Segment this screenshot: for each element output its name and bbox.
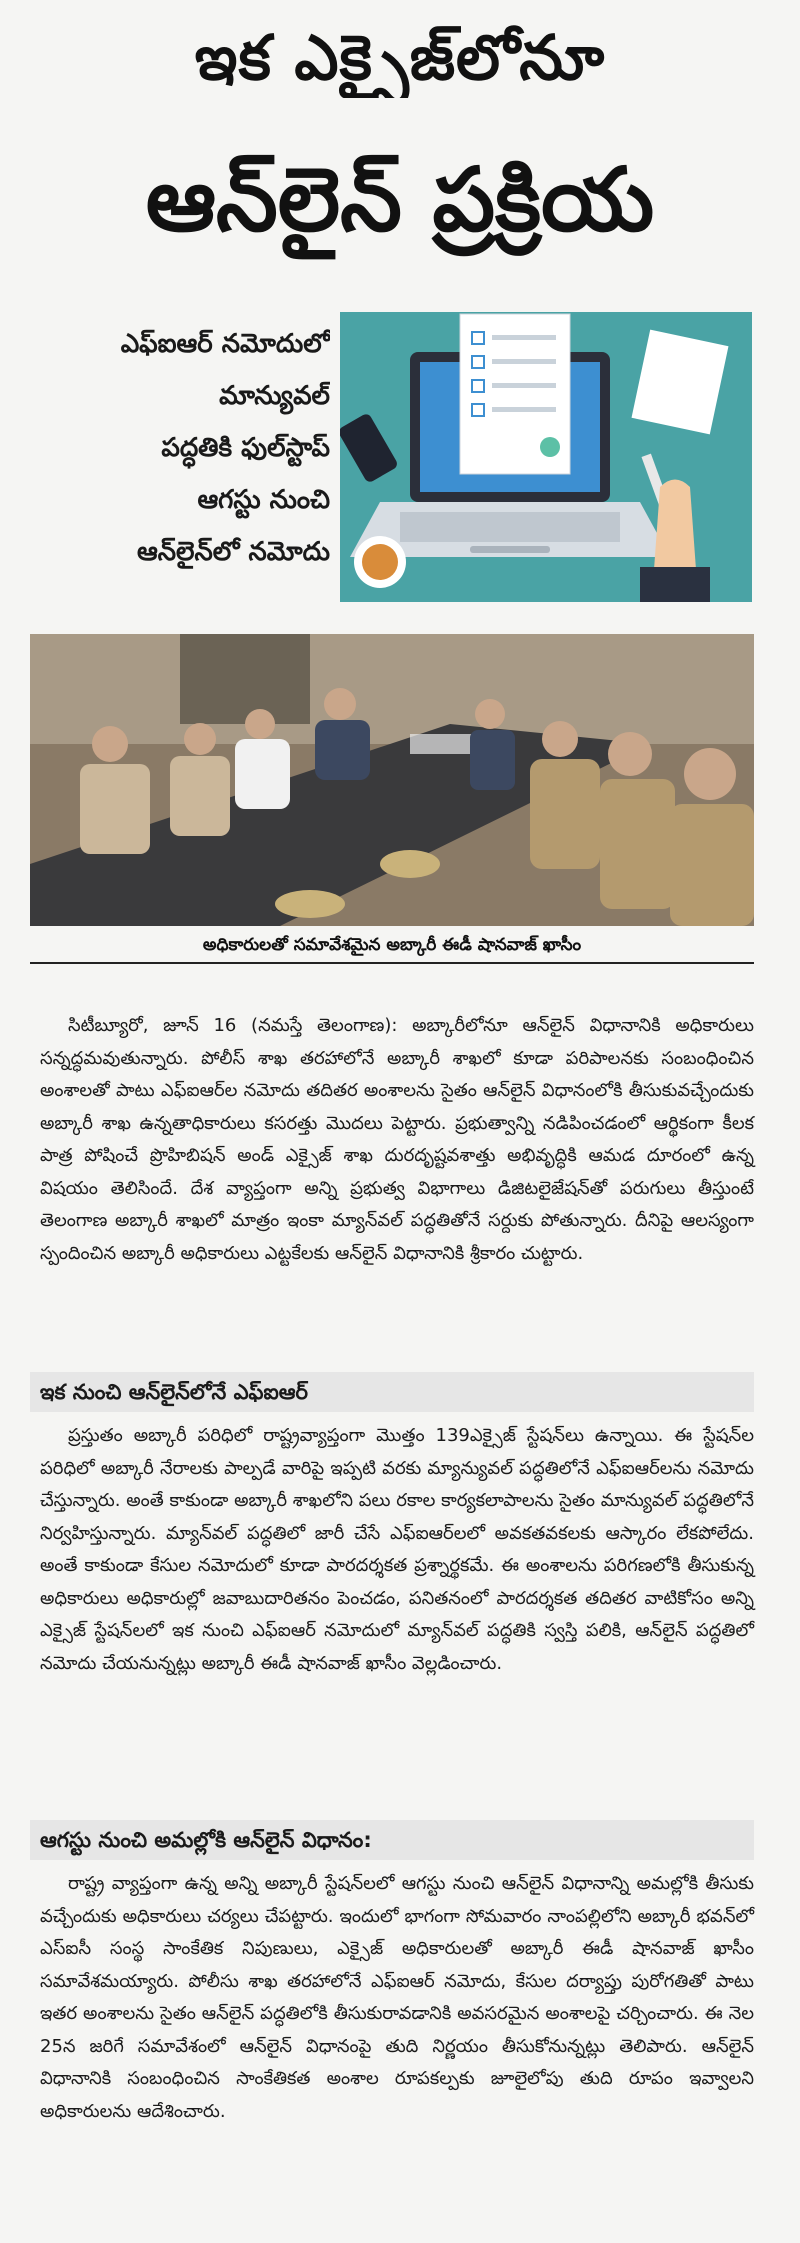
meeting-photo-image: [30, 634, 754, 926]
laptop-checklist-illustration: [340, 312, 752, 602]
article-subhead-1: ఇక నుంచి ఆన్‌లైన్‌లోనే ఎఫ్‌ఐఆర్: [40, 1380, 308, 1404]
highlights-box: [30, 318, 330, 578]
divider: [30, 962, 754, 964]
highlight-item: మాన్యువల్: [219, 381, 330, 411]
article-paragraph-1: సిటీబ్యూరో, జూన్ 16 (నమస్తే తెలంగాణ): అబ్కారీలోనూ ఆన్‌లైన్ విధానానికి అధికారులు సన్నద్ధమవుతున్నారు. పోలీస్ శాఖ తరహాలోనే అబ్కారీ శాఖలో కూడా పరిపాలనకు సంబంధించిన అంశాలతో పాటు ఎఫ్‌ఐఆర్‌ల నమోదు తదితర అంశాలను సైతం ఆన్‌లైన్ విధానంలోకి తీసుకువచ్చేందుకు అబ్కారీ శాఖ ఉన్నతాధికారులు కసరత్తు మొదలు పెట్టారు. ప్రభుత్వాన్ని నడిపించడంలో ఆర్థికంగా కీలక పాత్ర పోషించే ప్రొహిబిషన్ అండ్ ఎక్సైజ్ శాఖ దురదృష్టవశాత్తు అభివృద్ధికి ఆమడ దూరంలో ఉన్న విషయం తెలిసిందే. దేశ వ్యాప్తంగా అన్ని ప్రభుత్వ విభాగాలు డిజిటలైజేషన్‌తో పరుగులు తీస్తుంటే తెలంగాణ అబ్కారీ శాఖలో మాత్రం ఇంకా మ్యాన్‌వల్ పద్ధతితోనే సర్దుకు పోతున్నారు. దీనిపై ఆలస్యంగా స్పందించిన అబ్కారీ అధికారులు ఎట్టకేలకు ఆన్‌లైన్ విధానానికి శ్రీకారం చుట్టారు.: [40, 1015, 754, 1264]
photo-caption: అధికారులతో సమావేశమైన అబ్కారీ ఈడీ షానవాజ్ ఖాసీం: [202, 935, 582, 955]
highlight-item: పద్ధతికి ఫుల్‌స్టాప్: [161, 433, 330, 463]
meeting-photo: [30, 634, 754, 926]
article-subhead-2: ఆగస్టు నుంచి అమల్లోకి ఆన్‌లైన్ విధానం:: [40, 1828, 372, 1852]
highlight-item: ఆన్‌లైన్‌లో నమోదు: [137, 537, 330, 567]
headline-line1: ఇక ఎక్సైజ్‌లోనూ: [194, 21, 606, 94]
highlight-item: ఎఫ్‌ఐఆర్ నమోదులో: [120, 329, 330, 359]
headline-line2: ఆన్‌లైన్ ప్రక్రియ: [145, 148, 655, 251]
article-paragraph-3: రాష్ట్ర వ్యాప్తంగా ఉన్న అన్ని అబ్కారీ స్టేషన్‌లలో ఆగస్టు నుంచి ఆన్‌లైన్ విధానాన్ని అమల్లోకి తీసుకు వచ్చేందుకు అధికారులు చర్యలు చేపట్టారు. ఇందులో భాగంగా సోమవారం నాంపల్లిలోని అబ్కారీ భవన్‌లో ఎస్‌ఐసీ సంస్థ సాంకేతిక నిపుణులు, ఎక్సైజ్ అధికారులతో అబ్కారీ ఈడీ షానవాజ్ ఖాసీం సమావేశమయ్యారు. పోలీసు శాఖ తరహాలోనే ఎఫ్‌ఐఆర్ నమోదు, కేసుల దర్యాప్తు పురోగతితో పాటు ఇతర అంశాలను సైతం ఆన్‌లైన్ పద్ధతిలోకి తీసుకురావడానికి అవసరమైన అంశాలపై చర్చించారు. ఈ నెల 25న జరిగే సమావేశంలో ఆన్‌లైన్ విధానంపై తుది నిర్ణయం తీసుకోనున్నట్లు తెలిపారు. ఆన్‌లైన్ విధానానికి సంబంధించిన సాంకేతికత అంశాల రూపకల్పకు జూలైలోపు తుది రూపం ఇవ్వాలని అధికారులను ఆదేశించారు.: [40, 1873, 754, 2122]
article-paragraph-2: ప్రస్తుతం అబ్కారీ పరిధిలో రాష్ట్రవ్యాప్తంగా మొత్తం 139ఎక్సైజ్ స్టేషన్‌లు ఉన్నాయి. ఈ స్టేషన్‌ల పరిధిలో అబ్కారీ నేరాలకు పాల్పడే వారిపై ఇప్పటి వరకు మ్యాన్యువల్ పద్ధతిలోనే ఎఫ్‌ఐఆర్‌లను నమోదు చేస్తున్నారు. అంతే కాకుండా అబ్కారీ శాఖలోని పలు రకాల కార్యకలాపాలను సైతం మాన్యువల్ పద్ధతిలోనే నిర్వహిస్తున్నారు. మ్యాన్‌వల్ పద్ధతిలో జారీ చేసే ఎఫ్‌ఐఆర్‌లలో అవకతవకలకు ఆస్కారం లేకపోలేదు. అంతే కాకుండా కేసుల నమోదులో కూడా పారదర్శకత ప్రశ్నార్థకమే. ఈ అంశాలను పరిగణలోకి తీసుకున్న అధికారులు అధికారుల్లో జవాబుదారితనం పెంచడం, పనితనంలో పారదర్శకత తదితర వాటికోసం అన్ని ఎక్సైజ్ స్టేషన్‌లలో ఇక నుంచి ఎఫ్‌ఐఆర్ నమోదులో మ్యాన్‌వల్ పద్ధతికి స్వస్తి పలికి, ఆన్‌లైన్ పద్ధతిలో నమోదు చేయనున్నట్లు అబ్కారీ ఈడీ షానవాజ్ ఖాసీం వెల్లడించారు.: [40, 1425, 754, 1674]
highlight-item: ఆగస్టు నుంచి: [197, 485, 330, 515]
laptop-icon: [340, 312, 752, 602]
